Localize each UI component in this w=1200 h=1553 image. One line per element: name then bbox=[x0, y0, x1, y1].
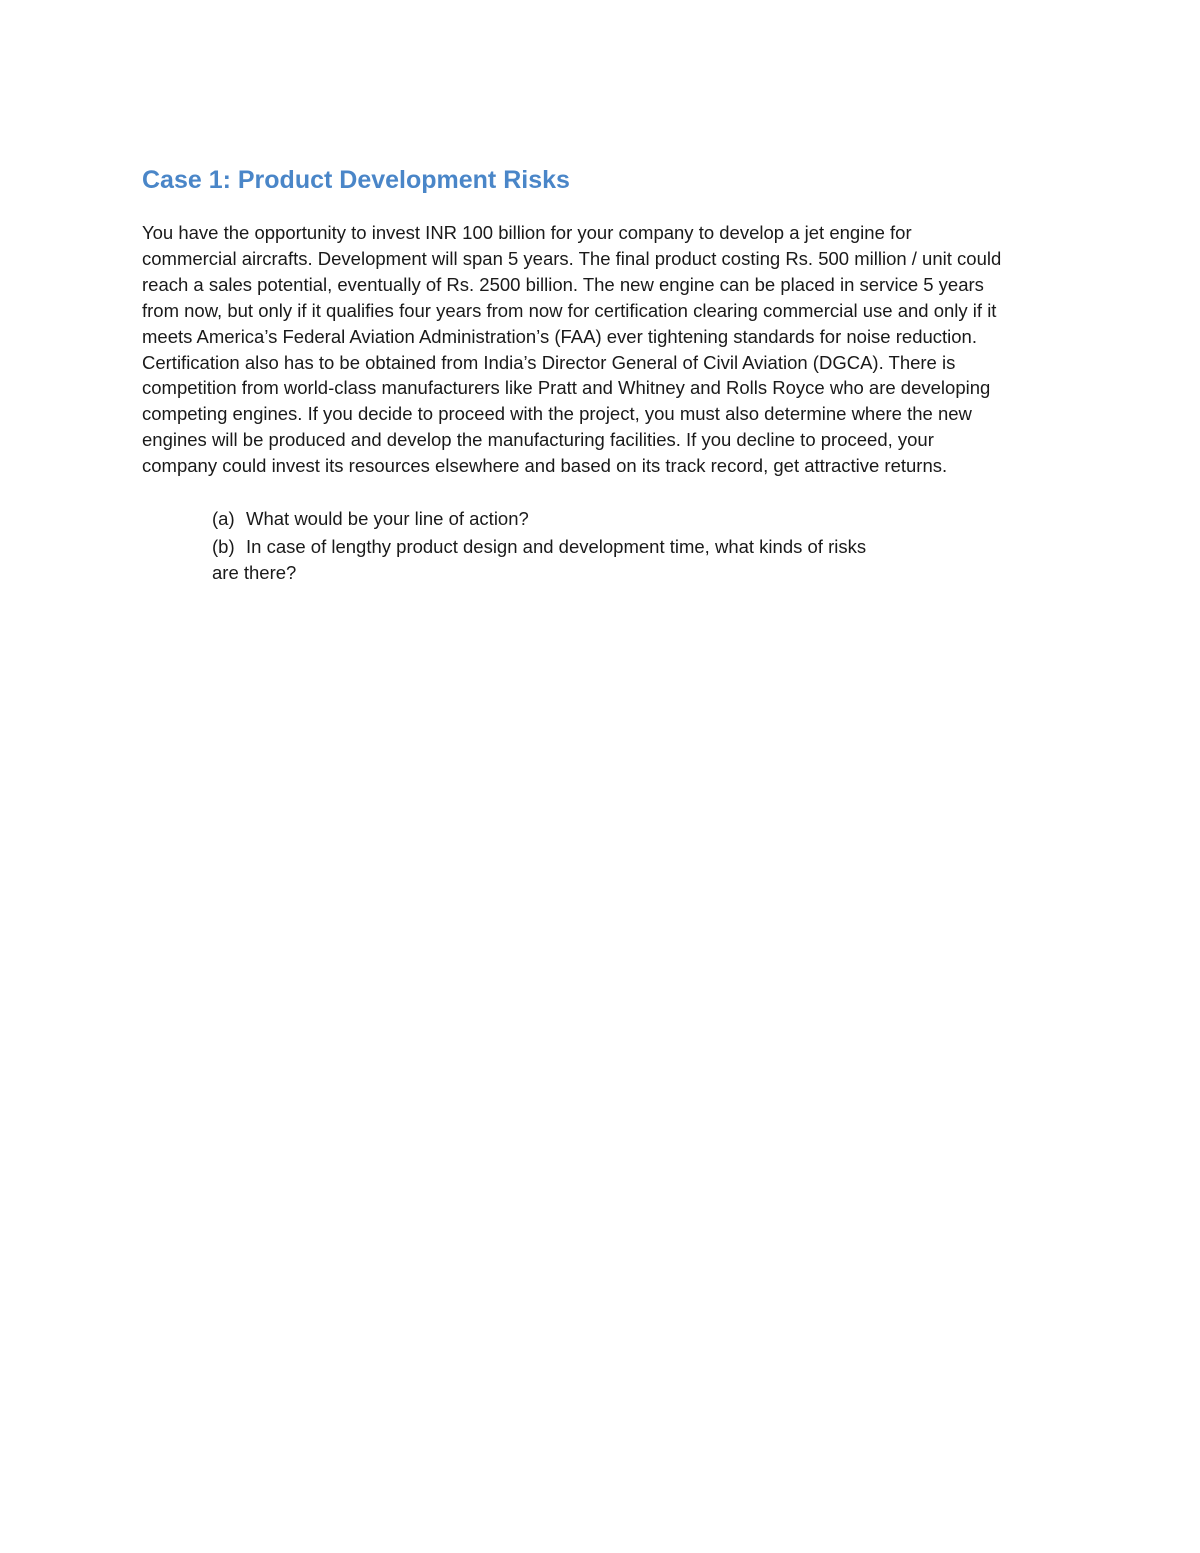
question-text: What would be your line of action? bbox=[246, 508, 529, 529]
paragraph-line: Certification also has to be obtained from India’s Director General of Civil Aviation (DGCA). There is bbox=[142, 351, 956, 373]
paragraph-line: You have the opportunity to invest INR 100 billion for your company to develop a jet engine for bbox=[142, 222, 912, 243]
paragraph-line: reach a sales potential, eventually of Rs. 2500 billion. The new engine can be placed in service 5 years bbox=[142, 273, 984, 295]
question-row bbox=[212, 534, 972, 560]
question-list bbox=[212, 506, 972, 586]
question-text-continued: are there? bbox=[212, 562, 297, 583]
question-a bbox=[212, 506, 972, 532]
paragraph-line: engines will be produced and develop the manufacturing facilities. If you decline to proceed, your bbox=[142, 429, 934, 451]
paragraph-line: company could invest its resources elsewhere and based on its track record, get attractive returns. bbox=[142, 455, 948, 477]
question-row bbox=[212, 506, 972, 532]
question-b bbox=[212, 534, 972, 586]
paragraph-line: meets America’s Federal Aviation Administration’s (FAA) ever tightening standards for noise reduction. bbox=[142, 325, 977, 347]
question-marker: (b) bbox=[212, 536, 235, 557]
case-paragraph bbox=[142, 220, 1072, 479]
case-title: Case 1: Product Development Risks bbox=[142, 166, 570, 194]
paragraph-line: competing engines. If you decide to proceed with the project, you must also determine where the new bbox=[142, 403, 972, 425]
question-text: In case of lengthy product design and development time, what kinds of risks bbox=[246, 536, 867, 557]
paragraph-line: competition from world-class manufacturers like Pratt and Whitney and Rolls Royce who are developing bbox=[142, 377, 991, 399]
question-marker: (a) bbox=[212, 508, 235, 529]
paragraph-line: commercial aircrafts. Development will span 5 years. The final product costing Rs. 500 million / unit could bbox=[142, 247, 1002, 269]
paragraph-line: from now, but only if it qualifies four years from now for certification clearing commercial use and only if it bbox=[142, 299, 997, 321]
